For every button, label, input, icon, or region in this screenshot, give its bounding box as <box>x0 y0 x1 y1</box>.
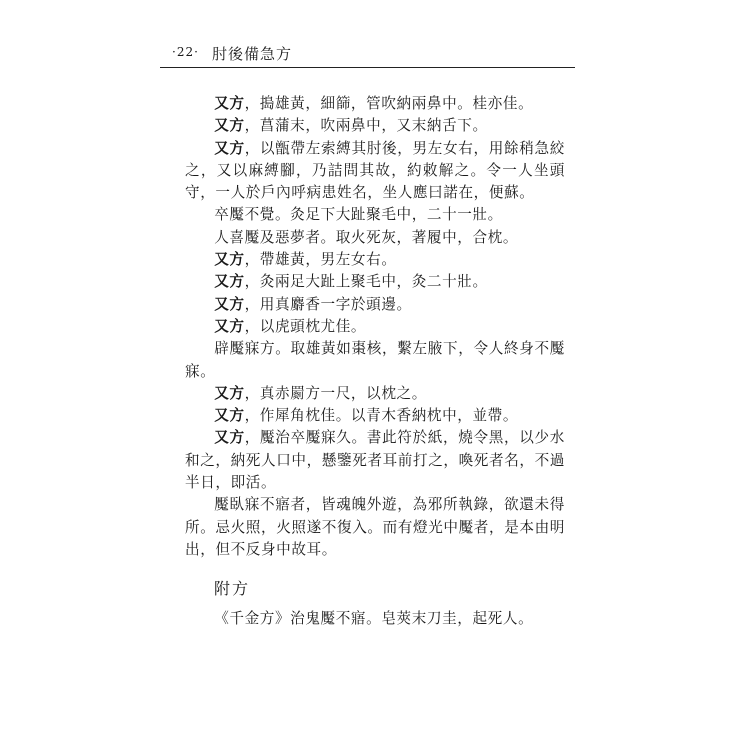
page-number: ·22· <box>172 45 199 59</box>
paragraph-lead: 又方 <box>214 95 245 112</box>
paragraph <box>185 316 565 338</box>
paragraph-text: 辟魘寐方。取雄黃如棗核，繫左腋下，令人終身不魘寐。 <box>185 340 565 380</box>
paragraph <box>185 227 565 249</box>
paragraph-lead: 又方 <box>214 273 245 291</box>
paragraph <box>185 338 565 383</box>
paragraph-text: ，灸兩足大趾上聚毛中，灸二十壯。 <box>244 273 488 291</box>
paragraph-text: 卒魘不覺。灸足下大趾聚毛中，二十一壯。 <box>214 206 503 224</box>
paragraph <box>185 608 565 630</box>
running-title: 肘後備急方 <box>212 45 293 63</box>
paragraph <box>185 93 565 115</box>
paragraph-text: ，菖蒲末，吹兩鼻中，又末納舌下。 <box>244 117 488 135</box>
paragraph <box>185 249 565 271</box>
paragraph-text: 《千金方》治鬼魘不寤。皂莢末刀圭，起死人。 <box>214 610 534 627</box>
paragraph <box>185 271 565 293</box>
paragraph-text: ，以甑帶左索縛其肘後，男左女右，用餘稍急絞之，又以麻縛腳，乃詰問其故，約敕解之。令一人坐頭守，一人於戶內呼病患姓名，坐人應曰諾在，便蘇。 <box>185 139 565 202</box>
paragraph <box>185 383 565 405</box>
paragraph-text: ，搗雄黃，細篩，管吹納兩鼻中。桂亦佳。 <box>244 95 534 112</box>
paragraph-text: ，作犀角枕佳。以青木香納枕中，並帶。 <box>244 407 519 425</box>
paragraph <box>185 294 565 316</box>
paragraph-lead: 又方 <box>214 429 245 447</box>
paragraph-text: ，以虎頭枕尤佳。 <box>244 317 367 335</box>
page-header <box>160 45 575 68</box>
paragraph-text: 人喜魘及惡夢者。取火死灰，著履中，合枕。 <box>214 228 519 246</box>
paragraph-text: 魘臥寐不寤者，皆魂魄外遊，為邪所執錄，欲還未得所。忌火照，火照遂不復入。而有燈光中魘者，是本由明出，但不反身中故耳。 <box>185 496 565 558</box>
paragraph-text: ，帶雄黃，男左女右。 <box>244 251 397 269</box>
paragraph-lead: 又方 <box>214 317 245 335</box>
paragraph-lead: 又方 <box>214 251 245 269</box>
paragraph-lead: 又方 <box>214 117 245 135</box>
paragraph-lead: 又方 <box>214 407 245 425</box>
paragraph <box>185 138 565 205</box>
paragraph-lead: 又方 <box>214 139 245 157</box>
paragraph <box>185 494 565 561</box>
paragraph <box>185 204 565 226</box>
paragraph <box>185 405 565 427</box>
paragraph <box>185 115 565 137</box>
paragraph <box>185 427 565 494</box>
paragraph-text: ，魘治卒魘寐久。書此符於紙，燒令黑，以少水和之，納死人口中，懸鑒死者耳前打之，喚死者名，不過半日，即活。 <box>185 429 565 492</box>
paragraph-text: ，真赤罽方一尺，以枕之。 <box>244 384 427 402</box>
paragraph-lead: 又方 <box>214 295 245 313</box>
appendix-heading: 附方 <box>214 579 251 598</box>
paragraph-lead: 又方 <box>214 384 245 402</box>
paragraph-text: ，用真麝香一字於頭邊。 <box>244 295 412 313</box>
main-text <box>185 93 565 561</box>
appendix-text <box>185 608 565 630</box>
